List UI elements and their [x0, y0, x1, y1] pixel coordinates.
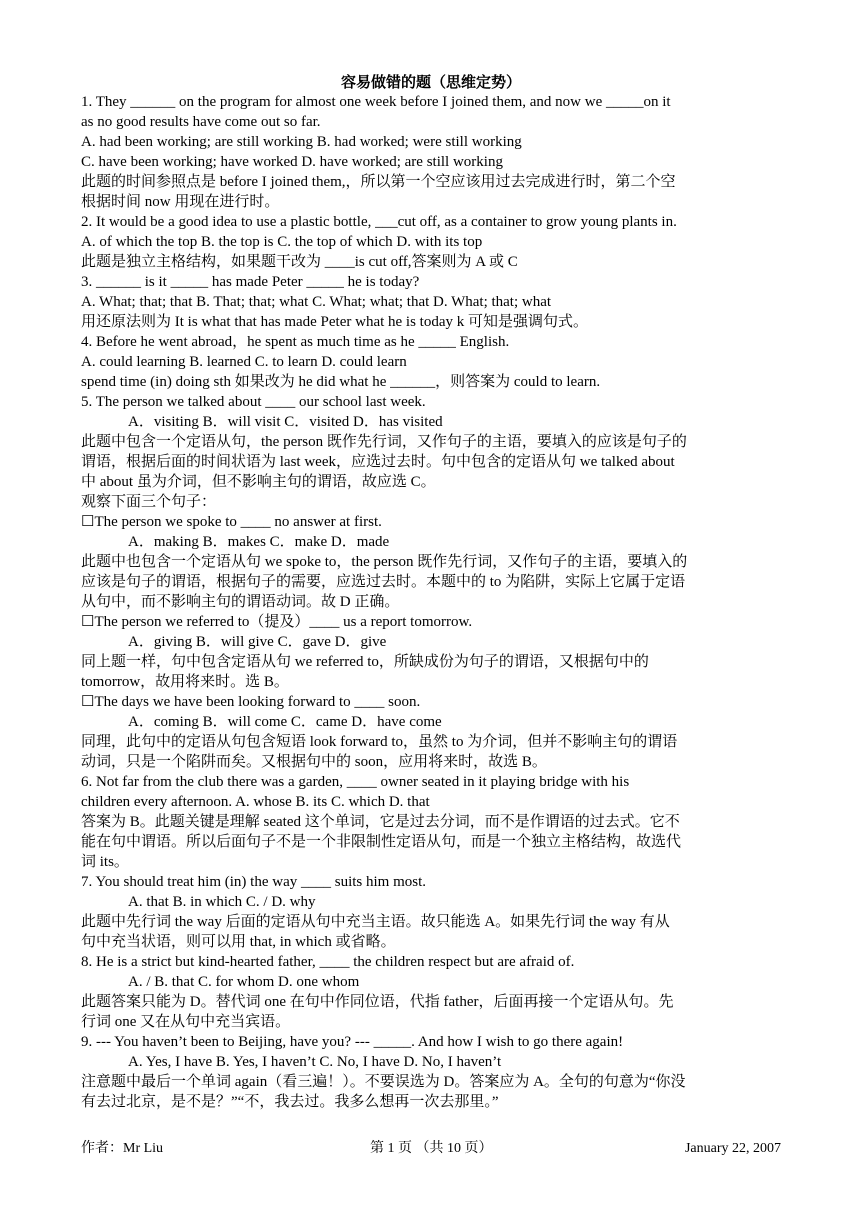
- q4-stem: 4. Before he went abroad，he spent as much time as he _____ English.: [81, 334, 510, 350]
- sub2-explanation-2: tomorrow，故用将来时。选 B。: [81, 674, 289, 690]
- document-page: [81, 72, 781, 1112]
- q6-stem: 6. Not far from the club there was a garden, ____ owner seated in it playing bridge with his: [81, 774, 630, 790]
- q6-explanation-2: 能在句中谓语。所以后面句子不是一个非限制性定语从句，而是一个独立主格结构，故选代: [81, 834, 682, 850]
- q1-options-ab: A. had been working; are still working B. had worked; were still working: [81, 134, 522, 150]
- q5-explanation-1: 此题中包含一个定语从句，the person 既作先行词，又作句子的主语，要填入的应该是句子的: [81, 434, 687, 450]
- q7-explanation-2: 句中充当状语，则可以用 that, in which 或省略。: [81, 934, 396, 950]
- sub2-stem: ☐The person we referred to（提及）____ us a report tomorrow.: [81, 614, 473, 630]
- sub2-explanation-1: 同上题一样，句中包含定语从句 we referred to，所缺成份为句子的谓语，又根据句中的: [81, 654, 649, 670]
- q1-stem: 1. They ______ on the program for almost one week before I joined them, and now we _____on it: [81, 94, 671, 110]
- q5-stem: 5. The person we talked about ____ our school last week.: [81, 394, 426, 410]
- q7-stem: 7. You should treat him (in) the way ____ suits him most.: [81, 874, 426, 890]
- sub1-stem: ☐The person we spoke to ____ no answer at first.: [81, 514, 382, 530]
- sub2-options: A．giving B．will give C．gave D．give: [128, 634, 387, 650]
- q8-explanation-1: 此题答案只能为 D。替代词 one 在句中作同位语，代指 father，后面再接一个定语从句。先: [81, 994, 674, 1010]
- q5-explanation-2: 谓语，根据后面的时间状语为 last week，应选过去时。句中包含的定语从句 we talked about: [81, 454, 675, 470]
- page-title: 容易做错的题（思维定势）: [340, 73, 521, 91]
- q3-options: A. What; that; that B. That; that; what C. What; what; that D. What; that; what: [81, 294, 552, 310]
- q1-explanation: 此题的时间参照点是 before I joined them,，所以第一个空应该用过去完成进行时，第二个空: [81, 174, 676, 190]
- q6-explanation-3: 词 its。: [81, 854, 129, 870]
- sub1-explanation-1: 此题中也包含一个定语从句 we spoke to，the person 既作先行词，又作句子的主语，要填入的: [81, 554, 688, 570]
- q9-stem: 9. --- You haven’t been to Beijing, have you? --- _____. And how I wish to go there again!: [81, 1034, 624, 1050]
- q6-stem-options: children every afternoon. A. whose B. its C. which D. that: [81, 794, 430, 810]
- q1-options-cd: C. have been working; have worked D. have worked; are still working: [81, 154, 503, 170]
- q5-explanation-3: 中 about 虽为介词，但不影响主句的谓语，故应选 C。: [81, 474, 436, 490]
- q6-explanation-1: 答案为 B。此题关键是理解 seated 这个单词，它是过去分词，而不是作谓语的过去式。它不: [81, 814, 680, 830]
- q7-options: A. that B. in which C. / D. why: [128, 894, 316, 910]
- sub1-explanation-2: 应该是句子的谓语，根据句子的需要，应选过去时。本题中的 to 为陷阱，实际上它属于定语: [81, 574, 686, 590]
- q9-explanation-2: 有去过北京，是不是？”“不，我去过。我多么想再一次去那里。”: [81, 1094, 499, 1110]
- q1-stem-cont: as no good results have come out so far.: [81, 114, 321, 130]
- footer-page-number: 第 1 页 （共 10 页）: [370, 1141, 493, 1156]
- q1-explanation-cont: 根据时间 now 用现在进行时。: [81, 194, 280, 210]
- sub3-explanation-2: 动词，只是一个陷阱而矣。又根据句中的 soon，应用将来时，故选 B。: [81, 754, 547, 770]
- q2-options: A. of which the top B. the top is C. the top of which D. with its top: [81, 234, 483, 250]
- q5-options: A．visiting B．will visit C．visited D．has visited: [128, 414, 443, 430]
- sub1-options: A．making B．makes C．make D．made: [128, 534, 390, 550]
- sub1-explanation-3: 从句中，而不影响主句的谓语动词。故 D 正确。: [81, 594, 400, 610]
- q7-explanation-1: 此题中先行词 the way 后面的定语从句中充当主语。故只能选 A。如果先行词 the way 有从: [81, 914, 670, 930]
- sub3-stem: ☐The days we have been looking forward to ____ soon.: [81, 694, 421, 710]
- page-footer: [81, 1140, 781, 1158]
- q9-options: A. Yes, I have B. Yes, I haven’t C. No, I have D. No, I haven’t: [128, 1054, 502, 1070]
- q2-explanation: 此题是独立主格结构，如果题干改为 ____is cut off,答案则为 A 或 C: [81, 254, 518, 270]
- footer-date: January 22, 2007: [684, 1141, 781, 1156]
- q4-options: A. could learning B. learned C. to learn D. could learn: [81, 354, 407, 370]
- footer-author: 作者：Mr Liu: [81, 1141, 164, 1156]
- observe-heading: 观察下面三个句子：: [81, 494, 217, 510]
- q3-explanation: 用还原法则为 It is what that has made Peter what he is today k 可知是强调句式。: [81, 314, 589, 330]
- q8-options: A. / B. that C. for whom D. one whom: [128, 974, 360, 990]
- q3-stem: 3. ______ is it _____ has made Peter _____ he is today?: [81, 274, 420, 290]
- sub3-explanation-1: 同理，此句中的定语从句包含短语 look forward to，虽然 to 为介词，但并不影响主句的谓语: [81, 734, 678, 750]
- q8-stem: 8. He is a strict but kind-hearted father, ____ the children respect but are afraid of.: [81, 954, 575, 970]
- q8-explanation-2: 行词 one 又在从句中充当宾语。: [81, 1014, 291, 1030]
- q2-stem: 2. It would be a good idea to use a plastic bottle, ___cut off, as a container to grow young plants in.: [81, 214, 677, 230]
- q9-explanation-1: 注意题中最后一个单词 again（看三遍！）。不要误选为 D。答案应为 A。全句的句意为“你没: [81, 1074, 686, 1090]
- sub3-options: A．coming B．will come C．came D．have come: [128, 714, 442, 730]
- q4-explanation: spend time (in) doing sth 如果改为 he did what he ______，则答案为 could to learn.: [81, 374, 601, 390]
